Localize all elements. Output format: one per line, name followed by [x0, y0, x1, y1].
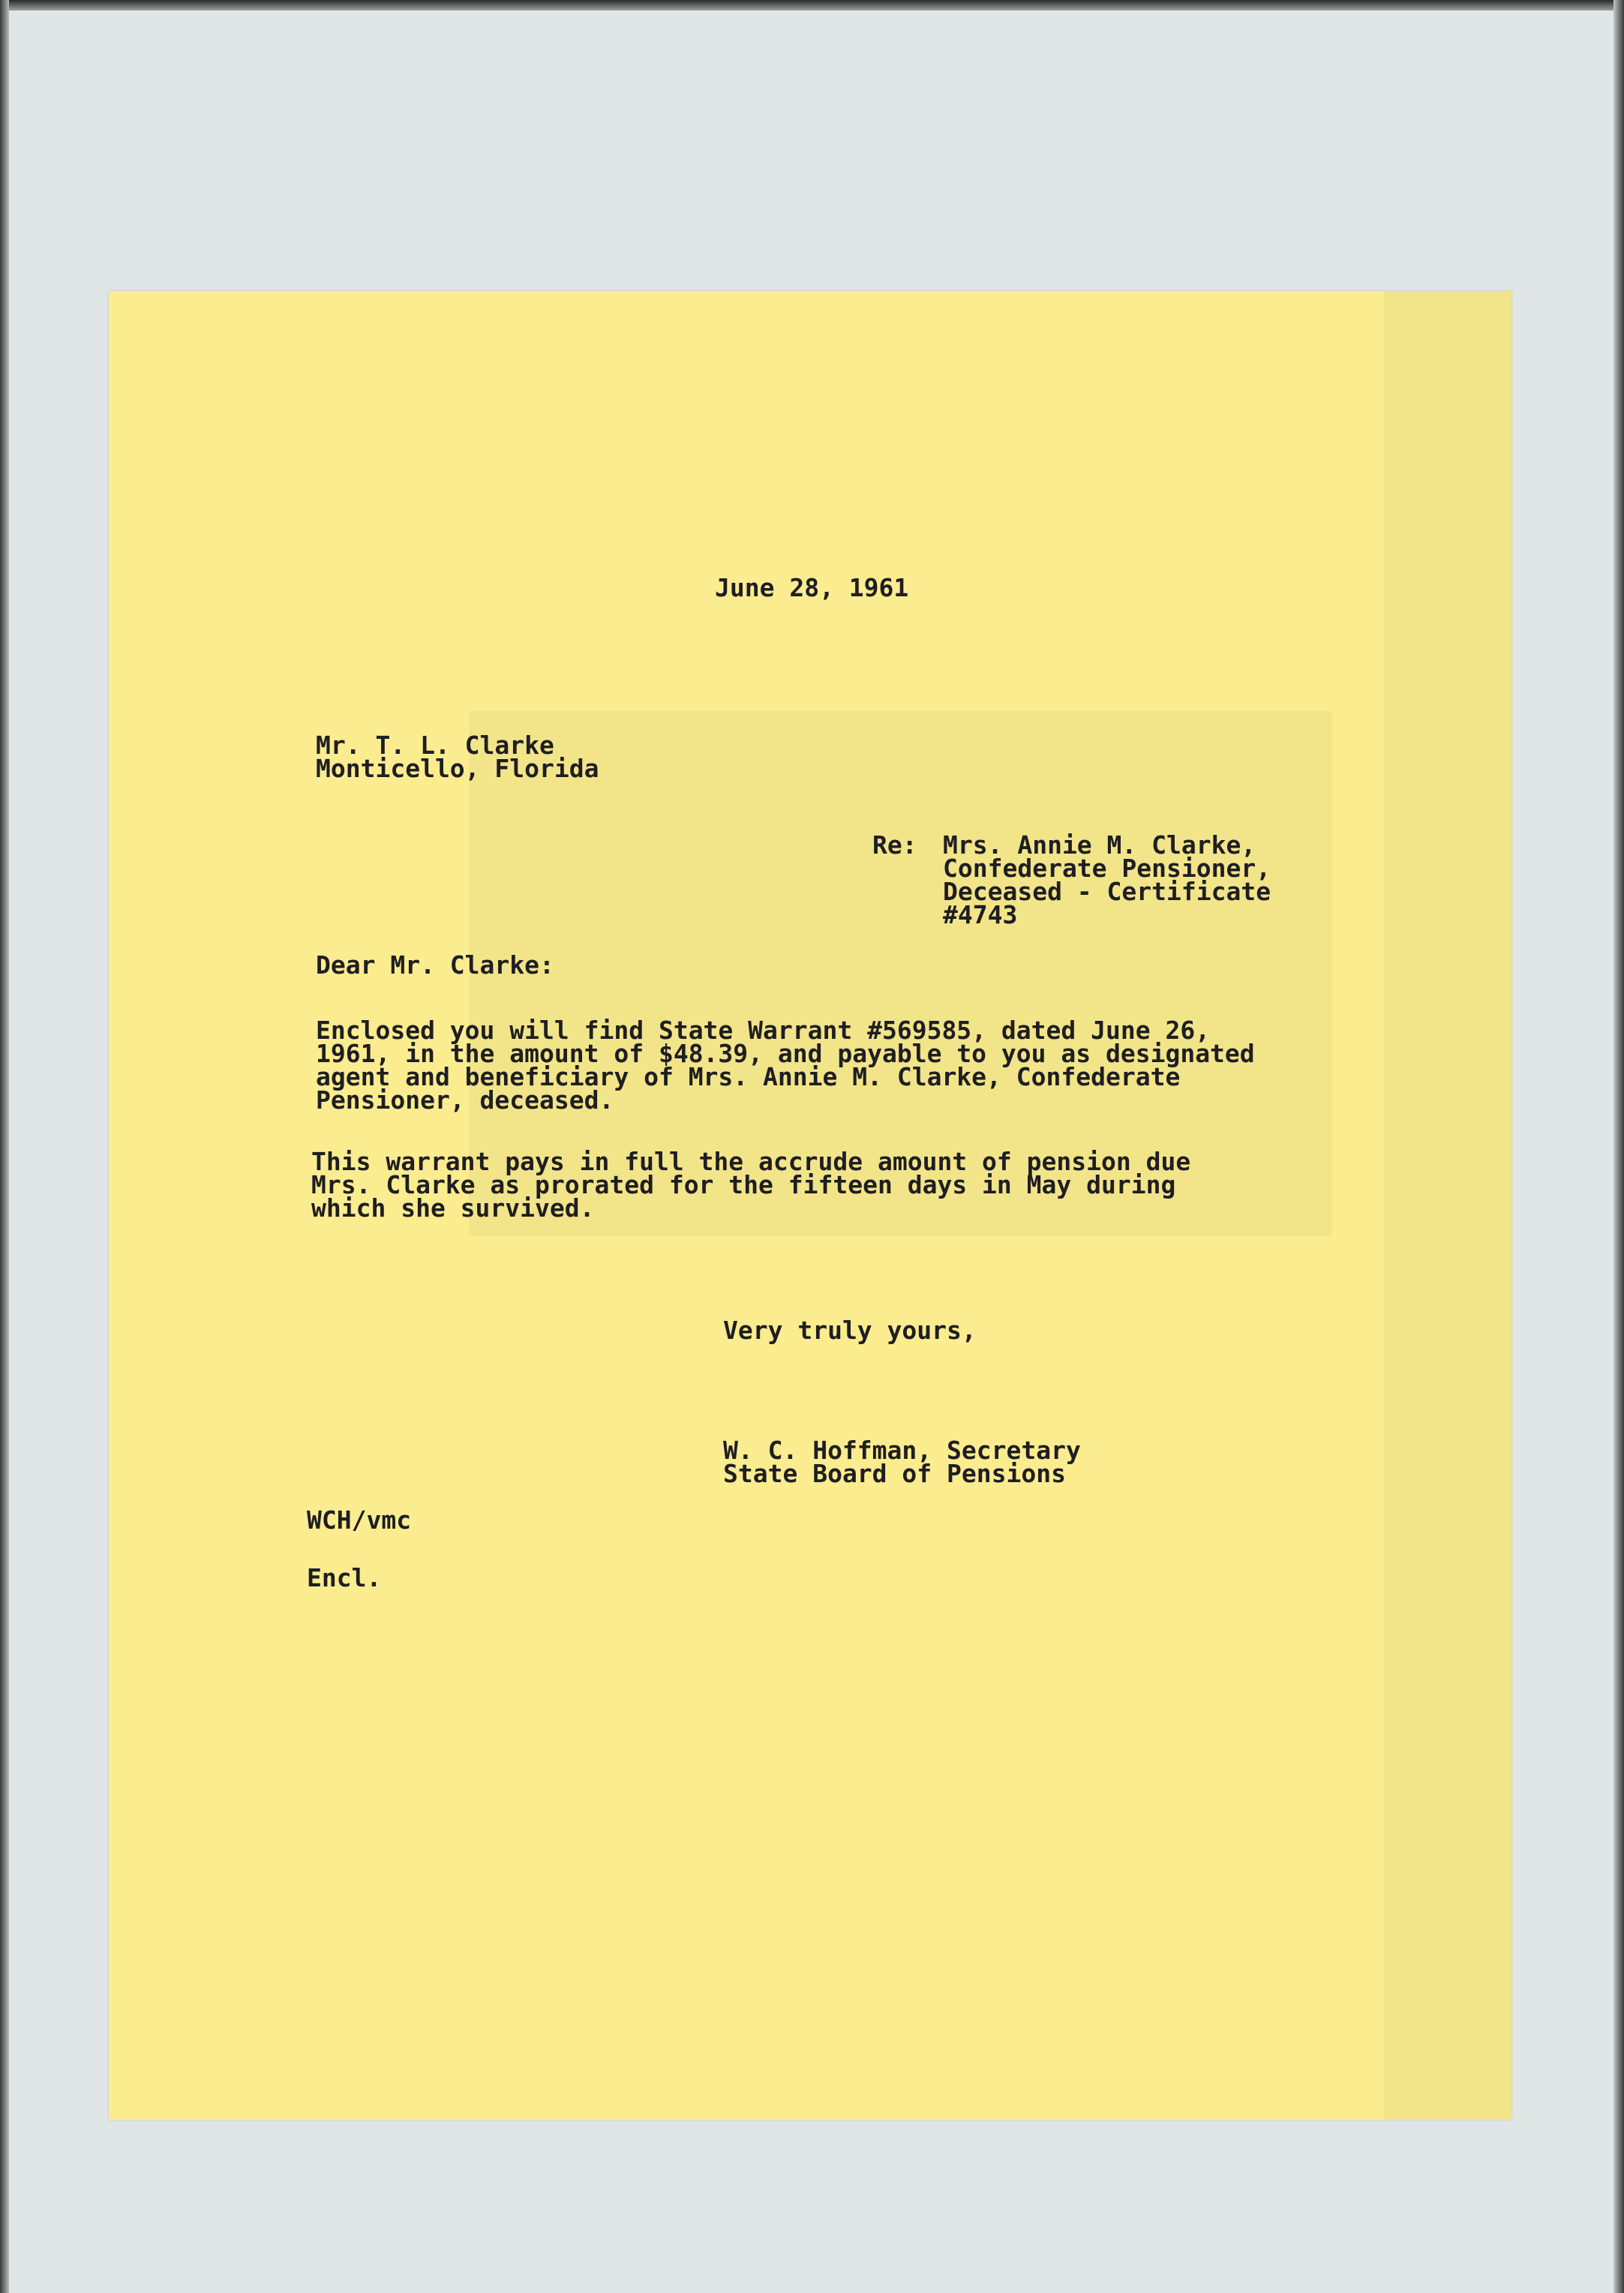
body-paragraph-2	[311, 1147, 1191, 1223]
addressee-block	[316, 731, 599, 783]
paragraph-line: agent and beneficiary of Mrs. Annie M. Clarke, Confederate	[316, 1062, 1181, 1091]
salutation: Dear Mr. Clarke:	[316, 950, 554, 980]
re-block	[943, 830, 1271, 929]
addressee-line: Monticello, Florida	[316, 754, 599, 783]
closing: Very truly yours,	[723, 1316, 977, 1345]
signature-line: W. C. Hoffman, Secretary	[723, 1436, 1081, 1465]
signature-block	[723, 1436, 1081, 1488]
letter-sheet	[109, 291, 1511, 2120]
scan-edge-left	[0, 0, 9, 2293]
re-line: Mrs. Annie M. Clarke,	[943, 830, 1256, 860]
body-paragraph-1	[316, 1016, 1255, 1115]
paragraph-line: This warrant pays in full the accrude amount of pension due	[311, 1147, 1191, 1176]
paragraph-line: Enclosed you will find State Warrant #569585, dated June 26,	[316, 1016, 1211, 1045]
enclosure-note: Encl.	[307, 1563, 382, 1592]
bleed-through-shadow	[1384, 291, 1511, 2120]
typist-initials: WCH/vmc	[307, 1505, 412, 1535]
scan-edge-top	[0, 0, 1624, 11]
signature-line: State Board of Pensions	[723, 1459, 1066, 1488]
re-line: Deceased - Certificate	[943, 877, 1271, 906]
re-line: #4743	[943, 900, 1018, 929]
re-label: Re:	[872, 830, 917, 860]
paragraph-line: Mrs. Clarke as prorated for the fifteen days in May during	[311, 1170, 1176, 1199]
paragraph-line: Pensioner, deceased.	[316, 1085, 614, 1115]
addressee-line: Mr. T. L. Clarke	[316, 731, 554, 760]
paragraph-line: 1961, in the amount of $48.39, and payable to you as designated	[316, 1039, 1255, 1068]
paragraph-line: which she survived.	[311, 1193, 595, 1223]
letter-date: June 28, 1961	[715, 573, 909, 602]
scan-edge-right	[1613, 0, 1624, 2293]
re-line: Confederate Pensioner,	[943, 854, 1271, 883]
